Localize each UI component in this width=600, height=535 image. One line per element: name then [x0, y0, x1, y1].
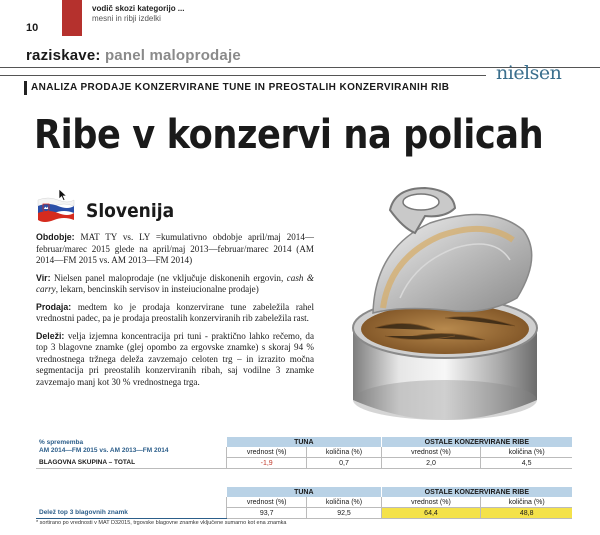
table2-group-other-fish: OSTALE KONZERVIRANE RIBE	[381, 487, 572, 497]
table2-spacer	[36, 497, 227, 508]
table2-corner	[36, 487, 227, 497]
article-body	[36, 232, 314, 394]
table1-col-volume: količina (%)	[307, 447, 381, 458]
table2-col-volume: količina (%)	[481, 497, 572, 508]
article-kicker: ANALIZA PRODAJE KONZERVIRANE TUNE IN PREOSTALIH KONZERVIRANIH RIB	[31, 82, 450, 93]
table1-cell: 4,5	[481, 458, 572, 469]
header-rule-bottom	[0, 75, 486, 76]
table1-col-value: vrednost (%)	[227, 447, 307, 458]
paragraph-period: Obdobje: MAT TY vs. LY =kumulativno obdobje april/maj 2014—februar/marec 2015 glede na april/maj 2013—februar/marec 2014 (AM 2014—FM 2015 vs. AM 2013—FM 2014)	[36, 232, 314, 265]
guide-line-2: mesni in ribji izdelki	[92, 14, 161, 23]
open-tuna-can-image	[345, 178, 545, 428]
table2-row-label: Delež top 3 blagovnih znamk	[36, 508, 227, 519]
table1-row-label: BLAGOVNA SKUPINA – TOTAL	[36, 458, 227, 469]
table1-col-value: vrednost (%)	[381, 447, 481, 458]
guide-header	[92, 4, 184, 24]
section-heading-a: raziskave:	[26, 47, 101, 64]
table1-group-other-fish: OSTALE KONZERVIRANE RIBE	[381, 437, 572, 447]
page-number: 10	[26, 22, 39, 34]
table1-cell: -1,9	[227, 458, 307, 469]
paragraph-sales: Prodaja: medtem ko je prodaja konzervirane tune zabeležila rahel vrednostni padec, pa je prodaja preostalih konzerviranih rib zabeležila rast.	[36, 301, 314, 323]
paragraph-source: Vir: Nielsen panel maloprodaje (ne vključuje diskonenih ergovin, cash & carry, lekarn, bencinskih servisov in insteiucionalne prodaje)	[36, 272, 314, 294]
table2-cell-highlight: 64,4	[381, 508, 481, 519]
table-row	[36, 458, 572, 469]
section-heading-b: panel maloprodaje	[104, 47, 241, 64]
guide-line-1: vodič skozi kategorijo ...	[92, 4, 185, 13]
table2-col-value: vrednost (%)	[381, 497, 481, 508]
paragraph-shares: Deleži: velja izjemna koncentracija pri tuni - praktično lahko rečemo, da top 3 blagovne znamke (glej opombo za ergovske znamke) s skoraj 94 % vrednostnega tržnega deleža zavzemajo celoten trg – in izrazito močna segmentacija pri preostalih konzerviranih ribah, saj vodilne 3 znamke zavzemajo manj kot 30 % vrednostnega trga.	[36, 330, 314, 387]
table2-cell: 93,7	[227, 508, 307, 519]
table-row	[36, 508, 572, 519]
section-heading	[26, 47, 241, 64]
top3-share-table	[36, 487, 572, 519]
table2-group-tuna: TUNA	[227, 487, 382, 497]
table2-cell-highlight: 48,8	[481, 508, 572, 519]
table2-cell: 92,5	[307, 508, 381, 519]
sales-change-table	[36, 437, 572, 469]
nielsen-logo: nielsen	[496, 62, 562, 84]
table1-col-volume: količina (%)	[481, 447, 572, 458]
section-color-tab	[62, 0, 82, 36]
kicker-bar	[24, 81, 27, 95]
table1-cell: 2,0	[381, 458, 481, 469]
table1-period-label: % sprememba AM 2014—FM 2015 vs. AM 2013—FM 2014	[39, 439, 169, 455]
footnote: * sortirano po vrednosti v MAT D32015, trgovske blagovne znamke vključene sumarno kot ena znamka	[36, 520, 287, 526]
table1-group-tuna: TUNA	[227, 437, 382, 447]
mouse-pointer-icon	[58, 188, 68, 202]
table2-col-value: vrednost (%)	[227, 497, 307, 508]
table1-cell: 0,7	[307, 458, 381, 469]
article-title: Ribe v konzervi na policah	[34, 112, 544, 158]
table2-col-volume: količina (%)	[307, 497, 381, 508]
country-heading: Slovenija	[86, 200, 175, 222]
slovenia-flag-icon	[36, 196, 76, 224]
